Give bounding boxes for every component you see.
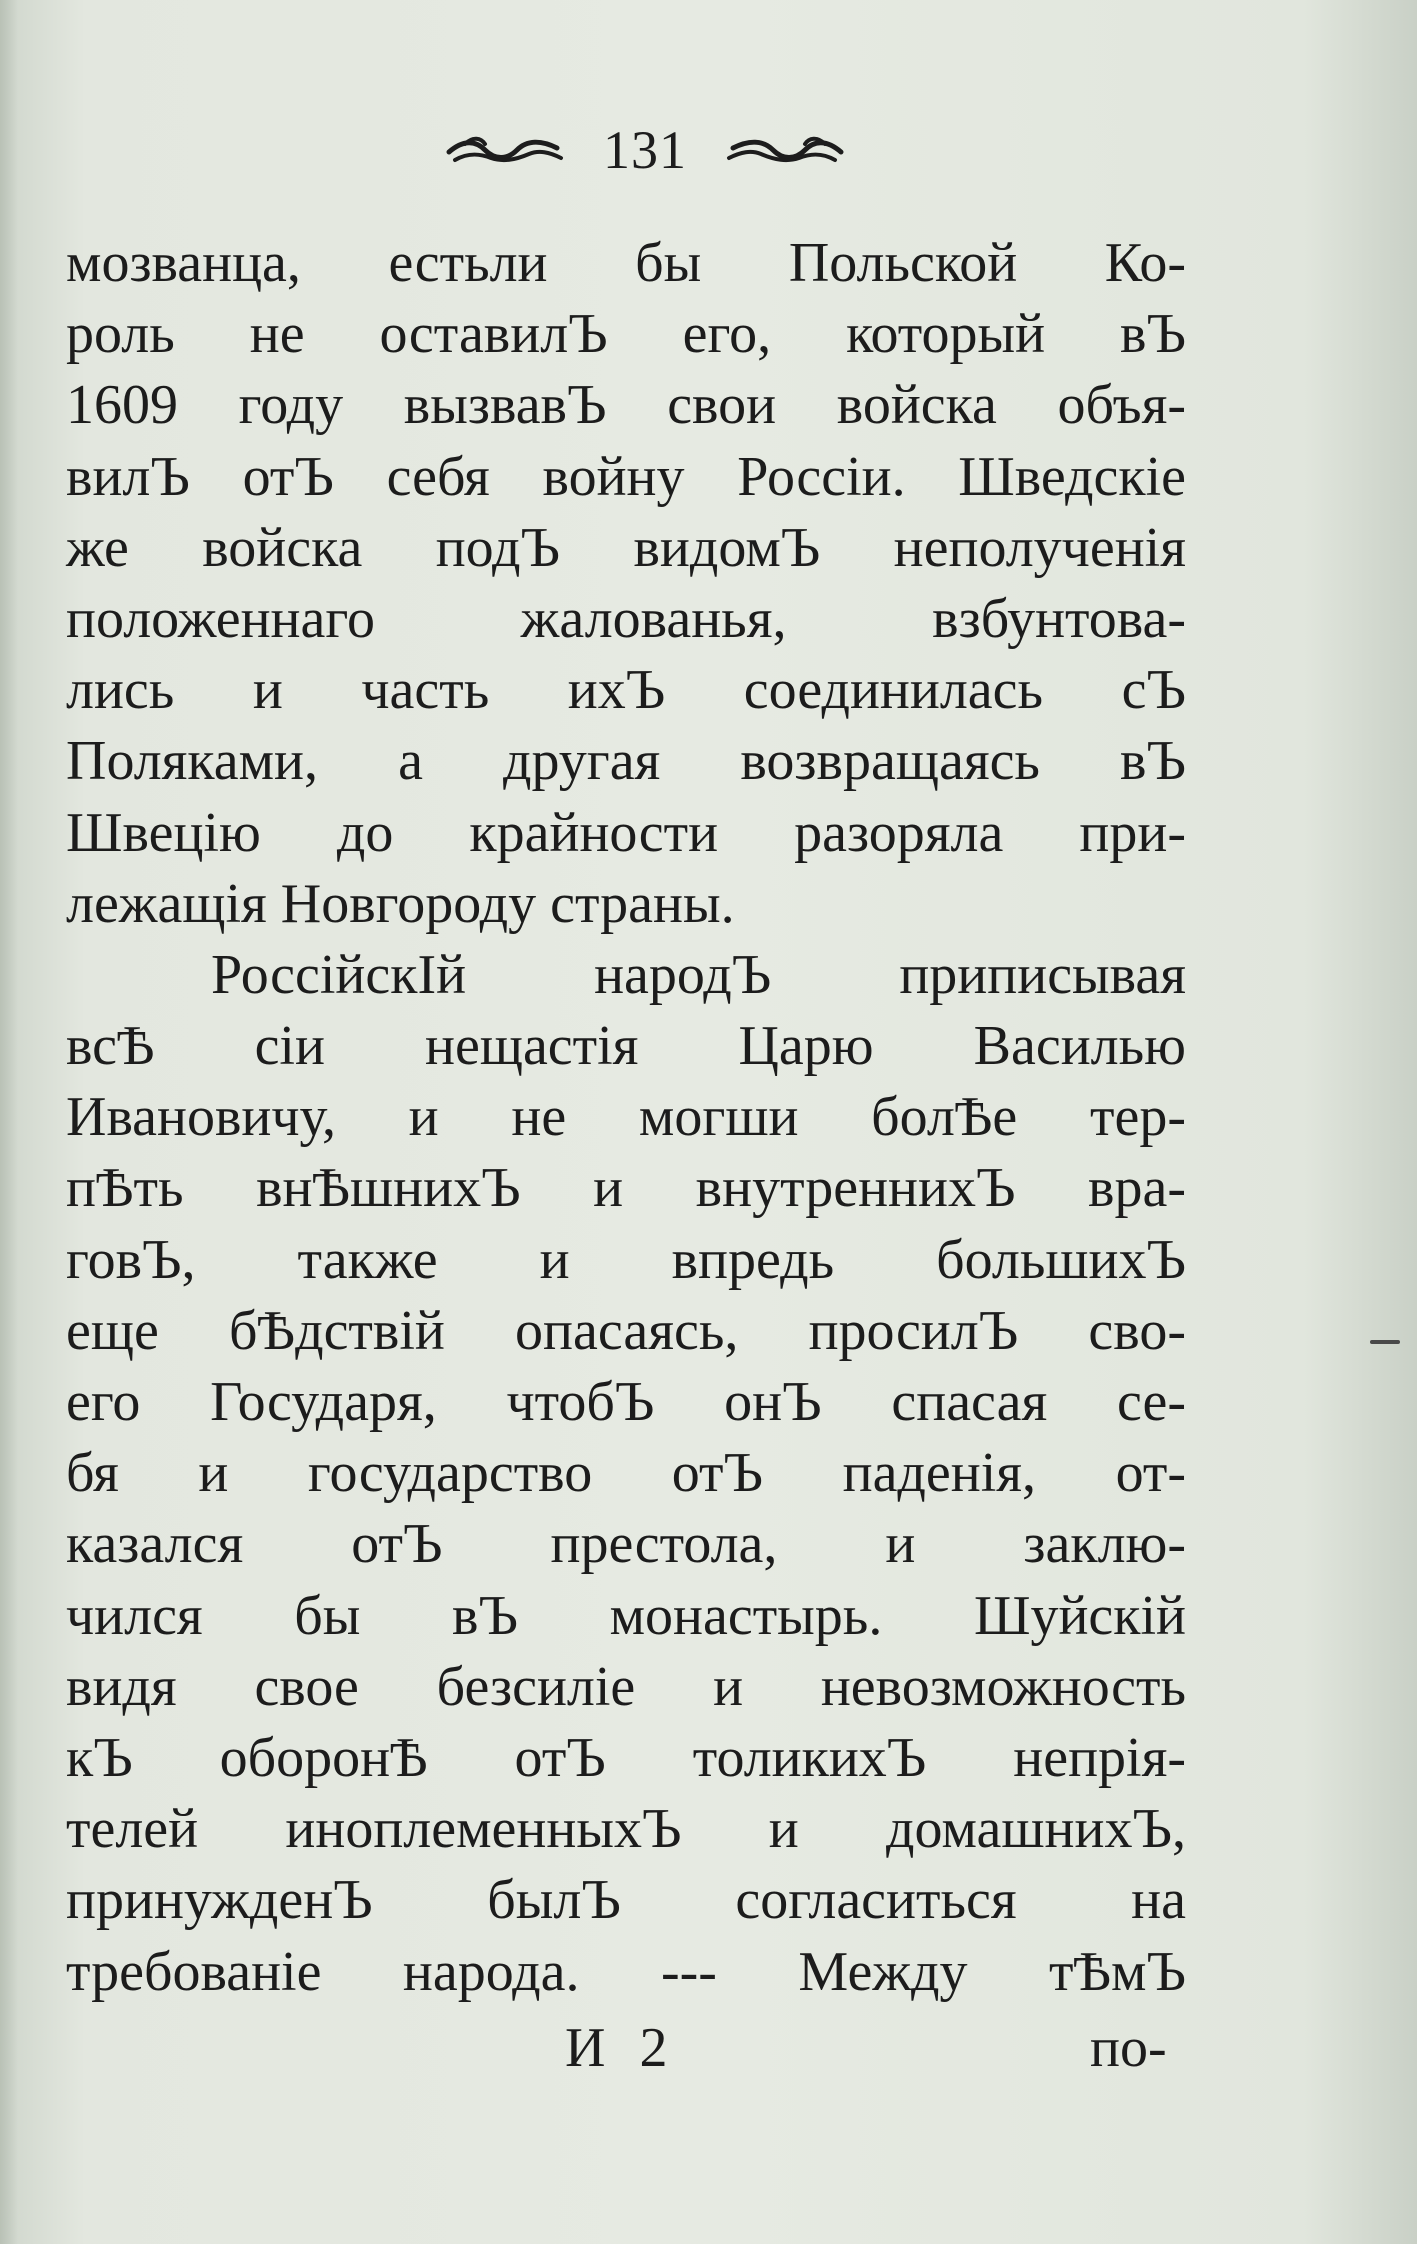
text-line: вилЪ отЪ себя войну Россіи. Шведскіе bbox=[66, 445, 1186, 508]
text-line: требованіе народа. --- Между тѢмЪ bbox=[66, 1940, 1186, 2003]
page-number: 131 bbox=[603, 120, 687, 180]
signature-mark: И 2 bbox=[565, 2017, 678, 2079]
text-line: 1609 году вызвавЪ свои войска объя- bbox=[66, 374, 1186, 437]
text-line: лись и часть ихЪ соединилась сЪ bbox=[66, 659, 1186, 722]
text-line: же войска подЪ видомЪ неполученія bbox=[66, 516, 1186, 579]
text-line: всѢ сіи нещастія Царю Василью bbox=[66, 1015, 1186, 1078]
page-footer bbox=[0, 2016, 1417, 2086]
text-line: бя и государство отЪ паденія, от- bbox=[66, 1442, 1186, 1505]
text-line: кЪ оборонѢ отЪ толикихЪ непрія- bbox=[66, 1726, 1186, 1789]
text-line: казался отЪ престола, и заклю- bbox=[66, 1513, 1186, 1576]
margin-dash-mark bbox=[1370, 1340, 1400, 1344]
text-line: видя свое безсиліе и невозможность bbox=[66, 1655, 1186, 1718]
text-line: Поляками, а другая возвращаясь вЪ bbox=[66, 730, 1186, 793]
text-line: пѢть внѢшнихЪ и внутреннихЪ вра- bbox=[66, 1157, 1186, 1220]
page-header bbox=[0, 115, 1290, 185]
text-line: положеннаго жалованья, взбунтова- bbox=[66, 587, 1186, 650]
text-line: говЪ, также и впредь большихЪ bbox=[66, 1228, 1186, 1291]
text-line: Швецію до крайности разоряла при- bbox=[66, 801, 1186, 864]
text-line: Ивановичу, и не могши болѢе тер- bbox=[66, 1086, 1186, 1149]
page-body-text bbox=[66, 228, 1186, 2008]
text-line: еще бѢдствій опасаясь, просилЪ сво- bbox=[66, 1299, 1186, 1362]
paragraph-start-line: РоссійскІй народЪ приписывая bbox=[211, 943, 1186, 1006]
paragraph-end-line: лежащія Новгороду страны. bbox=[66, 872, 735, 935]
text-line: чился бы вЪ монастырь. Шуйскій bbox=[66, 1584, 1186, 1647]
text-line: роль не оставилЪ его, который вЪ bbox=[66, 303, 1186, 366]
text-line: мозванца, естьли бы Польской Ко- bbox=[66, 232, 1186, 294]
text-line: его Государя, чтобЪ онЪ спасая се- bbox=[66, 1371, 1186, 1433]
text-line: телей иноплеменныхЪ и домашнихЪ, bbox=[66, 1798, 1186, 1861]
right-flourish-ornament bbox=[725, 130, 845, 170]
text-line: принужденЪ былЪ согласиться на bbox=[66, 1869, 1186, 1932]
left-flourish-ornament bbox=[445, 130, 565, 170]
catchword: по- bbox=[1090, 2017, 1167, 2079]
